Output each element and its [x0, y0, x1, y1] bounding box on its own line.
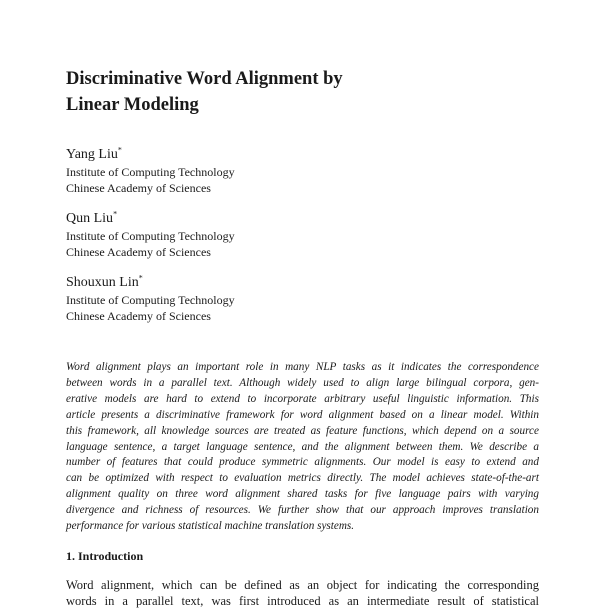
body-line: words in a parallel text, was first introduced as an intermediate result of statistical	[66, 594, 539, 608]
section-heading-introduction: 1. Introduction	[66, 549, 144, 563]
author-affiliation: Institute of Computing Technology	[66, 229, 235, 243]
title-line-2: Linear Modeling	[66, 95, 199, 115]
abstract-line: language sentence, a target language sentence, and the alignment between them. We describe a	[66, 440, 539, 453]
title-line-1: Discriminative Word Alignment by	[66, 69, 343, 89]
author-name: Yang Liu*	[66, 145, 122, 162]
author-name: Qun Liu*	[66, 209, 118, 226]
abstract-line: Word alignment plays an important role in many NLP tasks as it indicates the correspondence	[66, 361, 539, 373]
abstract-line: can be optimized with respect to evaluation metrics directly. The model achieves state-of-the-art	[66, 472, 539, 485]
abstract-line: erative models are hard to extend to incorporate arbitrary useful linguistic information. This	[66, 392, 539, 405]
author-footnote-mark: *	[117, 145, 122, 155]
author-affiliation: Chinese Academy of Sciences	[66, 309, 211, 323]
body-line: Word alignment, which can be defined as an object for indicating the corresponding	[66, 578, 539, 592]
abstract-line: performance for various statistical machine translation systems.	[66, 520, 355, 533]
author-block-3	[66, 274, 366, 324]
abstract-line: between words in a parallel text. Although widely used to align large bilingual corpora, gen-	[66, 376, 539, 389]
author-footnote-mark: *	[138, 273, 143, 283]
author-affiliation: Chinese Academy of Sciences	[66, 245, 211, 259]
abstract	[66, 360, 539, 535]
author-footnote-mark: *	[113, 209, 118, 219]
author-affiliation: Institute of Computing Technology	[66, 165, 235, 179]
abstract-line: alignment quality on three word alignment shared tasks for five language pairs with varying	[66, 488, 539, 501]
paper-title	[66, 66, 526, 118]
abstract-line: number of features that could produce symmetric alignments. Our model is easy to extend and	[66, 456, 539, 469]
abstract-line: divergence and richness of resources. We further show that our approach improves translation	[66, 504, 539, 517]
body-text	[66, 577, 539, 609]
author-affiliation: Chinese Academy of Sciences	[66, 181, 211, 195]
author-name: Shouxun Lin*	[66, 273, 143, 290]
author-block-2	[66, 210, 366, 260]
author-affiliation: Institute of Computing Technology	[66, 293, 235, 307]
abstract-line: this framework, all knowledge sources are treated as feature functions, which depend on a source	[66, 424, 539, 437]
author-block-1	[66, 146, 366, 196]
abstract-line: article presents a discriminative framework for word alignment based on a linear model. Within	[66, 408, 539, 421]
